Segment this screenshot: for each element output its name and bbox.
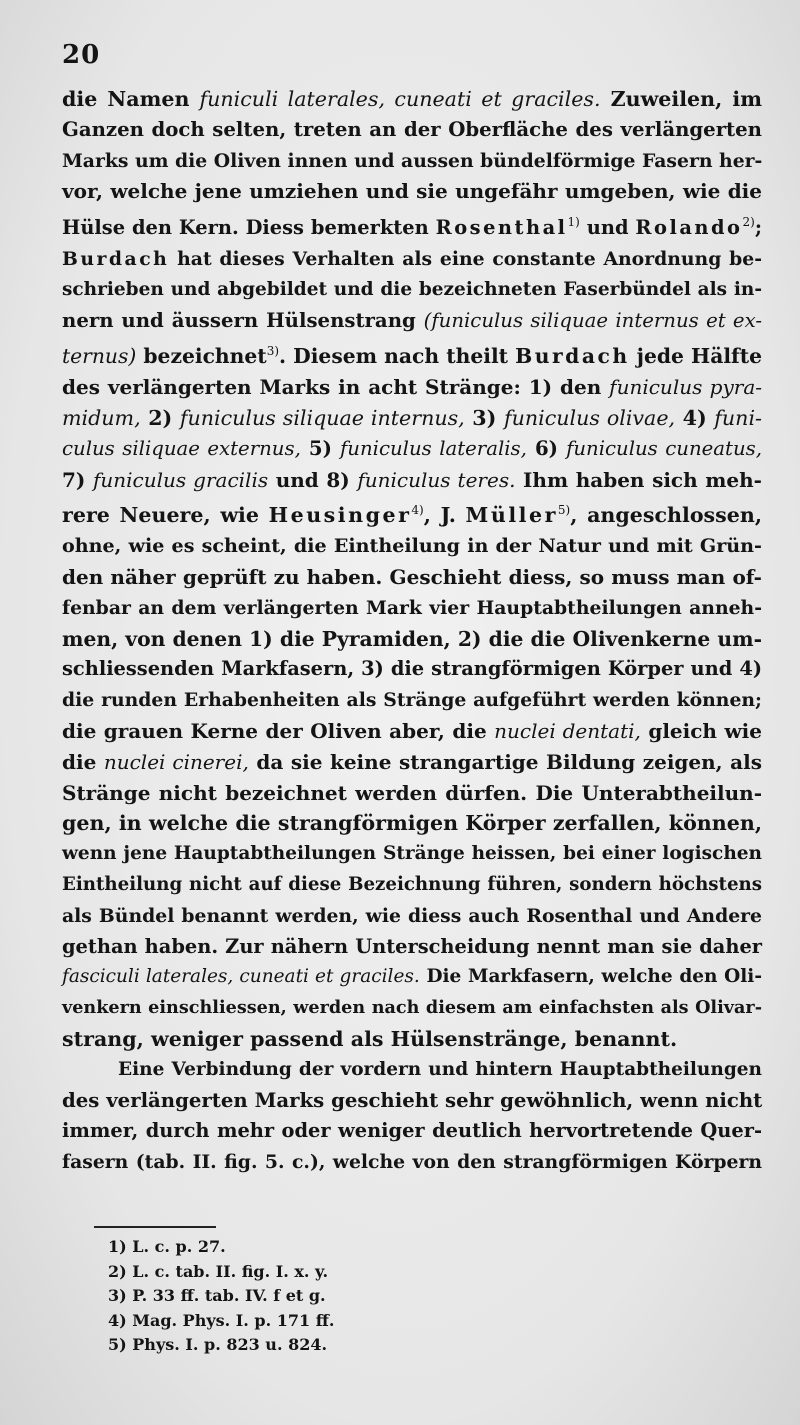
italic-term: funiculus teres. [357, 467, 516, 492]
text-segment: gen, in welche die strangförmigen Körper zerfallen, können, [62, 811, 762, 836]
text-segment: gethan haben. Zur nähern Unterscheidung nennt man sie daher [62, 934, 762, 958]
text-segment: des verlängerten Marks geschieht sehr gewöhnlich, wenn nicht [62, 1088, 763, 1112]
text-line [62, 1116, 762, 1147]
text-line [62, 932, 762, 963]
text-line [62, 1055, 762, 1086]
text-line [62, 1086, 762, 1117]
italic-term: funiculus lateralis, [340, 436, 527, 460]
page-number: 20 [62, 40, 101, 70]
text-segment: 3) [464, 405, 504, 430]
text-line [62, 685, 762, 716]
text-segment: wenn jene Hauptabtheilungen Stränge heissen, bei einer logischen [62, 843, 762, 865]
italic-term: nuclei dentati, [494, 718, 641, 743]
footnote: 2) L. c. tab. II. fig. I. x. y. [108, 1261, 329, 1281]
footnote-marker: 5) [557, 503, 571, 518]
footnote-marker: 2) [742, 215, 755, 230]
text-line [62, 562, 762, 593]
text-line [62, 778, 762, 809]
text-segment: Stränge nicht bezeichnet werden dürfen. Die Unterabtheilun- [62, 780, 762, 805]
text-line [62, 306, 762, 337]
text-segment: schrieben und abgebildet und die bezeichneten Faserbündel als in- [62, 278, 762, 300]
text-segment: immer, durch mehr oder weniger deutlich hervortretende Quer- [62, 1119, 762, 1143]
text-segment: Heusinger [268, 503, 412, 528]
text-line [62, 870, 762, 901]
text-line [62, 531, 762, 562]
text-segment: vor, welche jene umziehen und sie ungefähr umgeben, wie die [62, 179, 762, 204]
text-segment: Ihm haben sich meh- [515, 467, 762, 492]
text-segment: , J. [423, 503, 466, 528]
text-line [62, 372, 762, 403]
text-line [62, 901, 762, 932]
text-segment: die grauen Kerne der Oliven aber, die [62, 718, 495, 743]
text-line [62, 115, 762, 146]
text-line [62, 146, 762, 177]
italic-term: nuclei cinerei, [103, 749, 249, 774]
text-segment: gleich wie [640, 718, 762, 743]
footnote: 4) Mag. Phys. I. p. 171 ff. [108, 1310, 335, 1330]
text-line [62, 624, 762, 655]
text-line [62, 654, 762, 685]
text-line [62, 1147, 762, 1178]
italic-term: funi- [714, 405, 762, 430]
italic-term: funiculi laterales, cuneati et graciles. [199, 87, 601, 111]
text-segment: Burdach [515, 344, 630, 369]
text-line [62, 1024, 762, 1055]
footnote: 3) P. 33 ff. tab. IV. f et g. [108, 1286, 326, 1306]
italic-term: funiculus gracilis [92, 467, 269, 492]
text-segment: Burdach [62, 247, 170, 270]
text-line [62, 465, 762, 496]
text-segment: Eintheilung nicht auf diese Bezeichnung führen, sondern höchstens [62, 873, 762, 895]
text-line [62, 962, 762, 993]
text-line [62, 176, 762, 207]
footnote-marker: 3) [266, 344, 280, 359]
footnote: 5) Phys. I. p. 823 u. 824. [108, 1335, 328, 1355]
text-segment: Hülse den Kern. Diess bemerkten [62, 216, 436, 240]
footnote-separator [94, 1226, 216, 1228]
text-segment: Rosenthal [435, 216, 568, 240]
text-segment: den näher geprüft zu haben. Geschieht diess, so muss man of- [62, 564, 762, 589]
text-segment: rere Neuere, wie [62, 503, 269, 528]
text-segment: venkern einschliessen, werden nach diesem am einfachsten als Olivar- [62, 997, 762, 1019]
italic-term: funiculus siliquae internus, [179, 405, 465, 430]
text-segment: ; [754, 216, 762, 240]
italic-term: funiculus olivae, [503, 405, 676, 430]
text-segment: 4) [675, 405, 715, 430]
body-text [62, 84, 762, 1178]
text-segment: bezeichnet [136, 344, 267, 369]
text-line [62, 244, 762, 275]
italic-term: (funiculus siliquae internus et ex- [423, 308, 762, 332]
text-line [62, 839, 762, 870]
text-line [62, 336, 762, 372]
italic-term: funiculus cuneatus, [566, 436, 762, 460]
text-line [62, 495, 762, 531]
text-segment: Die Markfasern, welche den Oli- [419, 966, 762, 988]
text-segment: . Diesem nach theilt [279, 344, 516, 369]
text-line [62, 275, 762, 306]
text-line [62, 993, 762, 1024]
footnotes [108, 1235, 334, 1358]
text-segment: als Bündel benannt werden, wie diess auch Rosenthal und Andere [62, 904, 762, 927]
text-segment: Müller [465, 503, 558, 528]
text-segment: fenbar an dem verlängerten Mark vier Hauptabtheilungen anneh- [62, 596, 762, 619]
text-segment: strang, weniger passend als Hülsenstränge, benannt. [62, 1026, 678, 1051]
text-segment: fasern (tab. II. fig. 5. c.), welche von den strangförmigen Körpern [62, 1151, 762, 1174]
text-segment: 2) [140, 405, 180, 430]
italic-term: culus siliquae externus, [62, 436, 301, 460]
text-line [62, 84, 762, 115]
text-segment: jede Hälfte [629, 344, 763, 369]
text-segment: Marks um die Oliven innen und aussen bündelförmige Fasern her- [62, 149, 763, 172]
footnote-marker: 4) [411, 503, 424, 518]
italic-term: midum, [62, 405, 141, 430]
text-segment: da sie keine strangartige Bildung zeigen, als [248, 749, 762, 774]
text-line [62, 403, 762, 434]
text-segment: Ganzen doch selten, treten an der Oberfläche des verlängerten [62, 117, 762, 141]
text-segment: 7) [62, 467, 93, 492]
text-line [62, 716, 762, 747]
italic-term: funiculus pyra- [609, 375, 762, 400]
text-segment: Rolando [635, 216, 743, 240]
text-segment: die runden Erhabenheiten als Stränge aufgeführt werden können; [62, 689, 762, 712]
text-segment: die [62, 749, 104, 774]
italic-term: ternus) [62, 344, 137, 369]
text-segment: 6) [526, 436, 567, 460]
text-segment: und [579, 216, 636, 240]
footnote-marker: 1) [567, 215, 580, 230]
text-line [62, 207, 762, 244]
text-segment: schliessenden Markfasern, 3) die strangförmigen Körper und 4) [62, 657, 762, 681]
text-segment: ohne, wie es scheint, die Eintheilung in der Natur und mit Grün- [62, 534, 762, 558]
text-segment: hat dieses Verhalten als eine constante Anordnung be- [169, 247, 762, 270]
text-line [62, 808, 762, 839]
italic-term: fasciculi laterales, cuneati et graciles. [62, 966, 420, 988]
text-segment: nern und äussern Hülsenstrang [62, 308, 424, 332]
text-segment: des verlängerten Marks in acht Stränge: 1) den [62, 375, 610, 400]
footnote: 1) L. c. p. 27. [108, 1237, 226, 1256]
text-segment: Eine Verbindung der vordern und hintern Hauptabtheilungen [118, 1058, 762, 1080]
text-segment: die Namen [62, 87, 200, 111]
text-segment: 5) [300, 436, 340, 460]
text-segment: und 8) [268, 467, 358, 492]
text-line [62, 593, 762, 624]
text-line [62, 434, 762, 465]
text-segment: , angeschlossen, [570, 503, 762, 528]
text-segment: men, von denen 1) die Pyramiden, 2) die die Olivenkerne um- [62, 626, 762, 651]
text-line [62, 747, 762, 778]
text-segment: Zuweilen, im [600, 87, 762, 111]
